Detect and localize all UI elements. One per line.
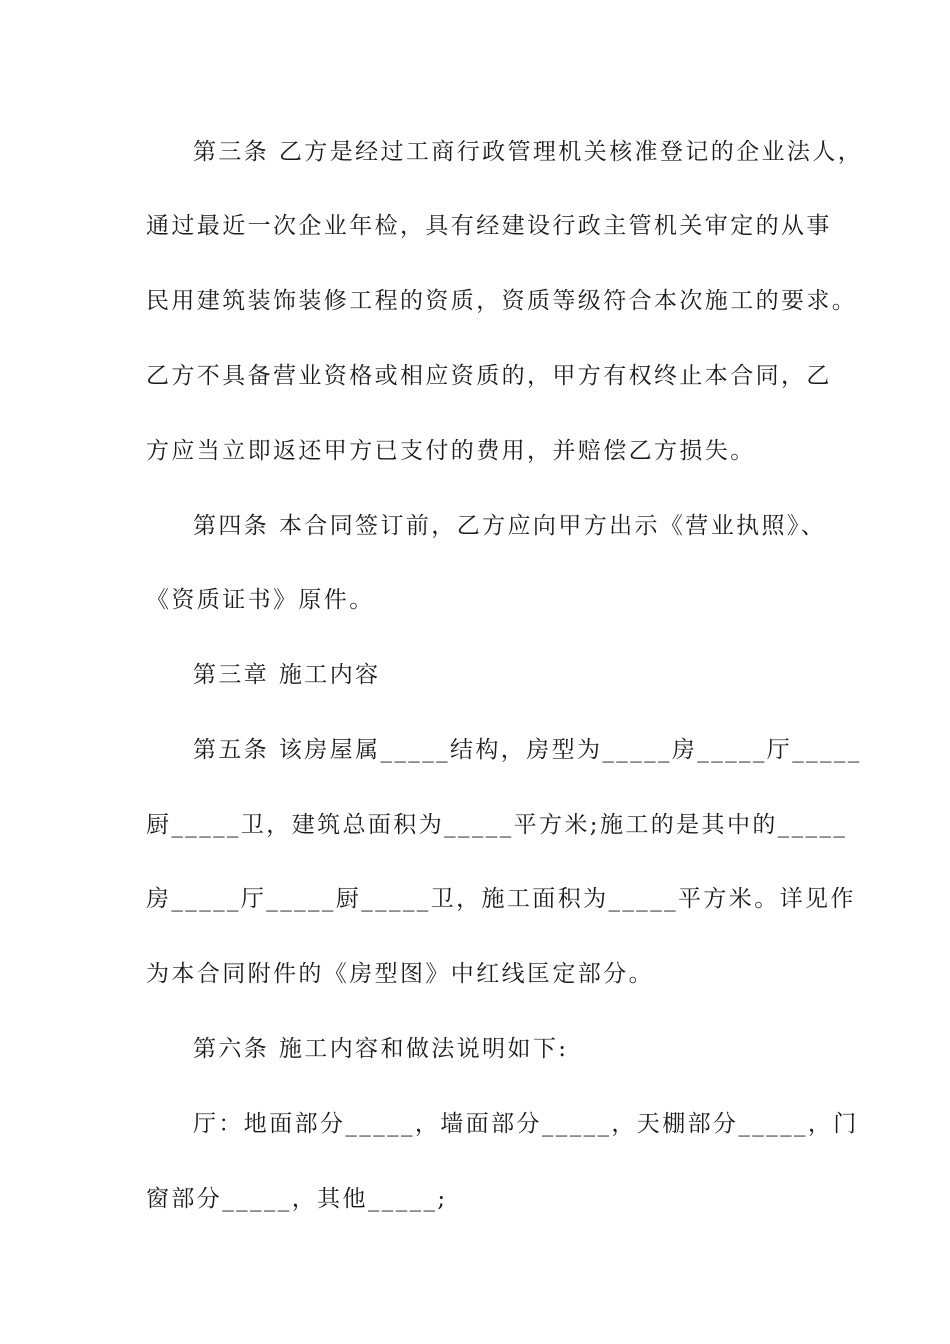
- article-5-line-3: 房_____厅_____厨_____卫，施工面积为_____平方米。详见作: [146, 886, 856, 912]
- article-6-line-1: 第六条 施工内容和做法说明如下:: [193, 1036, 569, 1062]
- article-4-line-2: 《资质证书》原件。: [146, 587, 375, 613]
- chapter-3-heading: 第三章 施工内容: [193, 662, 381, 688]
- hall-item-line-2: 窗部分_____，其他_____;: [146, 1186, 448, 1212]
- article-3-line-4: 乙方不具备营业资格或相应资质的，甲方有权终止本合同，乙: [146, 363, 832, 389]
- hall-item-line-1: 厅：地面部分_____，墙面部分_____，天棚部分_____，门: [193, 1111, 859, 1137]
- article-4-line-1: 第四条 本合同签订前，乙方应向甲方出示《营业执照》、: [193, 513, 827, 539]
- article-3-line-5: 方应当立即返还甲方已支付的费用，并赔偿乙方损失。: [146, 438, 756, 464]
- article-3-line-1: 第三条 乙方是经过工商行政管理机关核准登记的企业法人，: [193, 139, 864, 165]
- article-5-line-1: 第五条 该房屋属_____结构，房型为_____房_____厅_____: [193, 737, 862, 763]
- article-3-line-2: 通过最近一次企业年检，具有经建设行政主管机关审定的从事: [146, 213, 832, 239]
- article-5-line-4: 为本合同附件的《房型图》中红线匡定部分。: [146, 961, 654, 987]
- article-3-line-3: 民用建筑装饰装修工程的资质，资质等级符合本次施工的要求。: [146, 288, 858, 314]
- article-5-line-2: 厨_____卫，建筑总面积为_____平方米;施工的是其中的_____: [146, 812, 848, 838]
